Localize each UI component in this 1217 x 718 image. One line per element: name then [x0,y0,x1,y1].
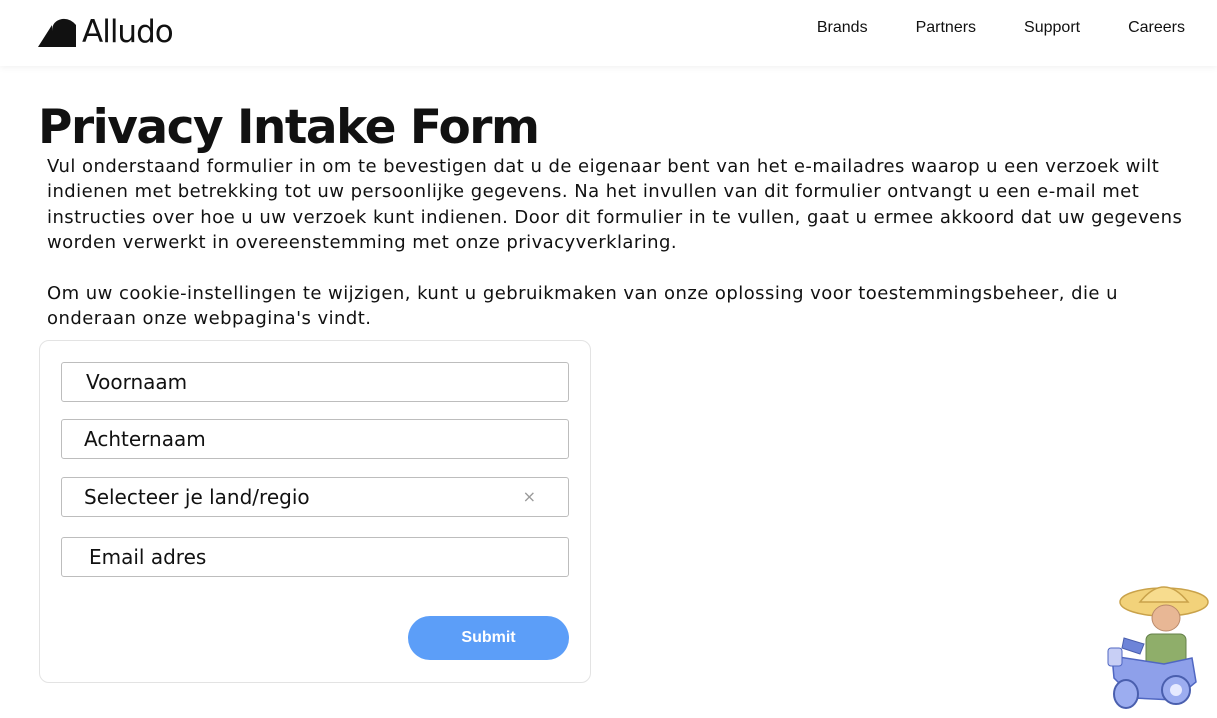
nav-careers[interactable]: Careers [1128,19,1185,36]
cartoon-mascot-image [1104,578,1212,718]
email-field[interactable] [61,537,569,577]
nav-brands[interactable]: Brands [816,19,868,36]
nav-support[interactable]: Support [1024,19,1081,36]
alludo-logo[interactable] [38,14,173,50]
nav-partners[interactable]: Partners [915,19,977,36]
intro-text [47,154,1187,331]
email-input[interactable] [62,538,568,576]
main-nav [769,19,1185,37]
intro-paragraph: Vul onderstaand formulier in om te bevestigen dat u de eigenaar bent van het e-mailadres waarop u een verzoek wilt indienen met betrekking tot uw persoonlijke gegevens. Na het invullen van dit formulier ontvangt u een e-mail met instructies over hoe u uw verzoek kunt indienen. Door dit formulier in te vullen, gaat u ermee akkoord dat uw gegevens worden verwerkt in overeenstemming met onze privacyverklaring. [47,156,1183,254]
clear-icon[interactable]: × [522,487,536,506]
last-name-input[interactable] [62,420,568,458]
country-input[interactable] [62,478,568,516]
first-name-input[interactable] [62,363,568,401]
submit-button[interactable]: Submit [408,616,569,660]
last-name-field[interactable] [61,419,569,459]
page-title: Privacy Intake Form [38,100,539,155]
site-header [0,0,1217,66]
country-select[interactable] [61,477,569,517]
logo-text: Alludo [82,14,173,50]
privacy-intake-form [39,340,591,683]
cookie-paragraph: Om uw cookie-instellingen te wijzigen, kunt u gebruikmaken van onze oplossing voor toestemmingsbeheer, die u onderaan onze webpagina's vindt. [47,282,1118,330]
alludo-logo-icon [38,17,76,47]
first-name-field[interactable] [61,362,569,402]
